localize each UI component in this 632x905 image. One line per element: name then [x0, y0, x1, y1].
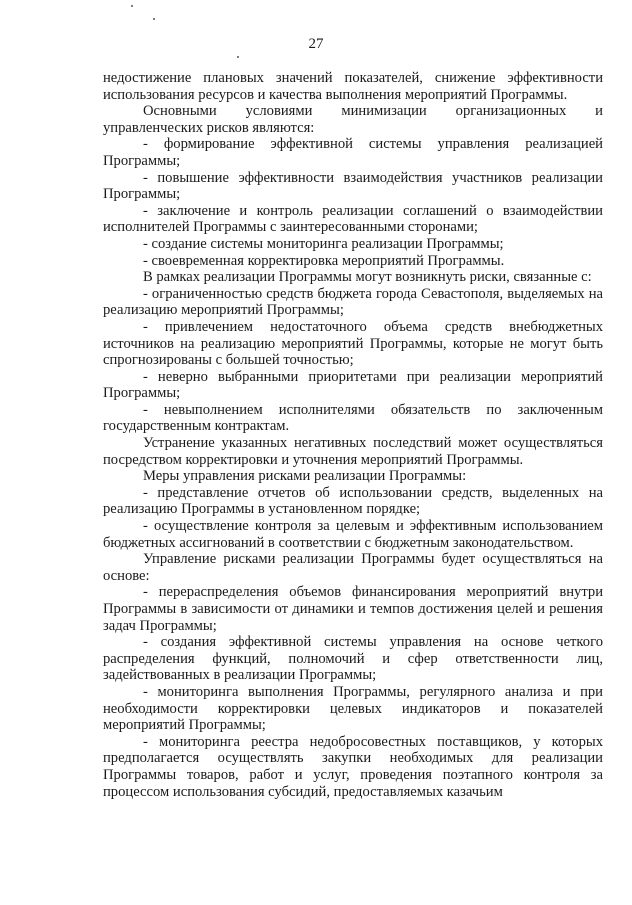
list-item: - создания эффективной системы управления на основе четкого распределения функций, полномочий и сфер ответственности лиц, задействованных в реализации Программы;	[103, 634, 603, 684]
list-item: - неверно выбранными приоритетами при реализации мероприятий Программы;	[103, 368, 603, 402]
list-item: - повышение эффективности взаимодействия участников реализации Программы;	[103, 169, 603, 203]
paragraph: Основными условиями минимизации организационных и управленческих рисков являются:	[103, 103, 603, 136]
scan-speck	[153, 18, 155, 20]
scan-speck	[131, 5, 133, 7]
list-item: - ограниченностью средств бюджета города Севастополя, выделяемых на реализацию мероприятий Программы;	[103, 285, 603, 319]
paragraph: Меры управления рисками реализации Программы:	[143, 468, 467, 485]
list-item: - перераспределения объемов финансирования мероприятий внутри Программы в зависимости от динамики и темпов достижения целей и решения задач Программы;	[103, 584, 603, 634]
list-item: - заключение и контроль реализации соглашений о взаимодействии исполнителей Программы с заинтересованными сторонами;	[103, 202, 603, 236]
list-item: - мониторинга выполнения Программы, регулярного анализа и при необходимости корректировки целевых индикаторов и показателей мероприятий Программы;	[103, 683, 603, 734]
document-body	[103, 70, 603, 800]
list-item: - мониторинга реестра недобросовестных поставщиков, у которых предполагается осуществлять закупки необходимых для реализации Программы товаров, работ и услуг, проведения поэтапного контроля за процессом использования субсидий, предоставляемых казачьим	[103, 733, 603, 800]
paragraph: В рамках реализации Программы могут возникнуть риски, связанные с:	[143, 269, 592, 286]
scan-speck	[237, 56, 239, 58]
list-item: - невыполнением исполнителями обязательств по заключенным государственным контрактам.	[103, 401, 603, 435]
list-item: - осуществление контроля за целевым и эффективным использованием бюджетных ассигнований в соответствии с бюджетным законодательством.	[103, 518, 603, 551]
paragraph: Устранение указанных негативных последствий может осуществляться посредством корректировки и уточнения мероприятий Программы.	[103, 435, 603, 468]
list-item: - представление отчетов об использовании средств, выделенных на реализацию Программы в установленном порядке;	[103, 484, 603, 518]
list-item: - формирование эффективной системы управления реализацией Программы;	[103, 136, 603, 169]
list-item: - создание системы мониторинга реализации Программы;	[143, 235, 504, 252]
list-item: - привлечением недостаточного объема средств внебюджетных источников на реализацию мероприятий Программы, которые не могут быть спрогнозированы с большей точностью;	[103, 318, 603, 369]
paragraph: Управление рисками реализации Программы будет осуществляться на основе:	[103, 551, 603, 584]
list-item: - своевременная корректировка мероприятий Программы.	[143, 252, 505, 269]
page-number: 27	[308, 36, 324, 52]
paragraph-continuation: недостижение плановых значений показателей, снижение эффективности использования ресурсов и качества выполнения мероприятий Программы.	[103, 70, 603, 103]
